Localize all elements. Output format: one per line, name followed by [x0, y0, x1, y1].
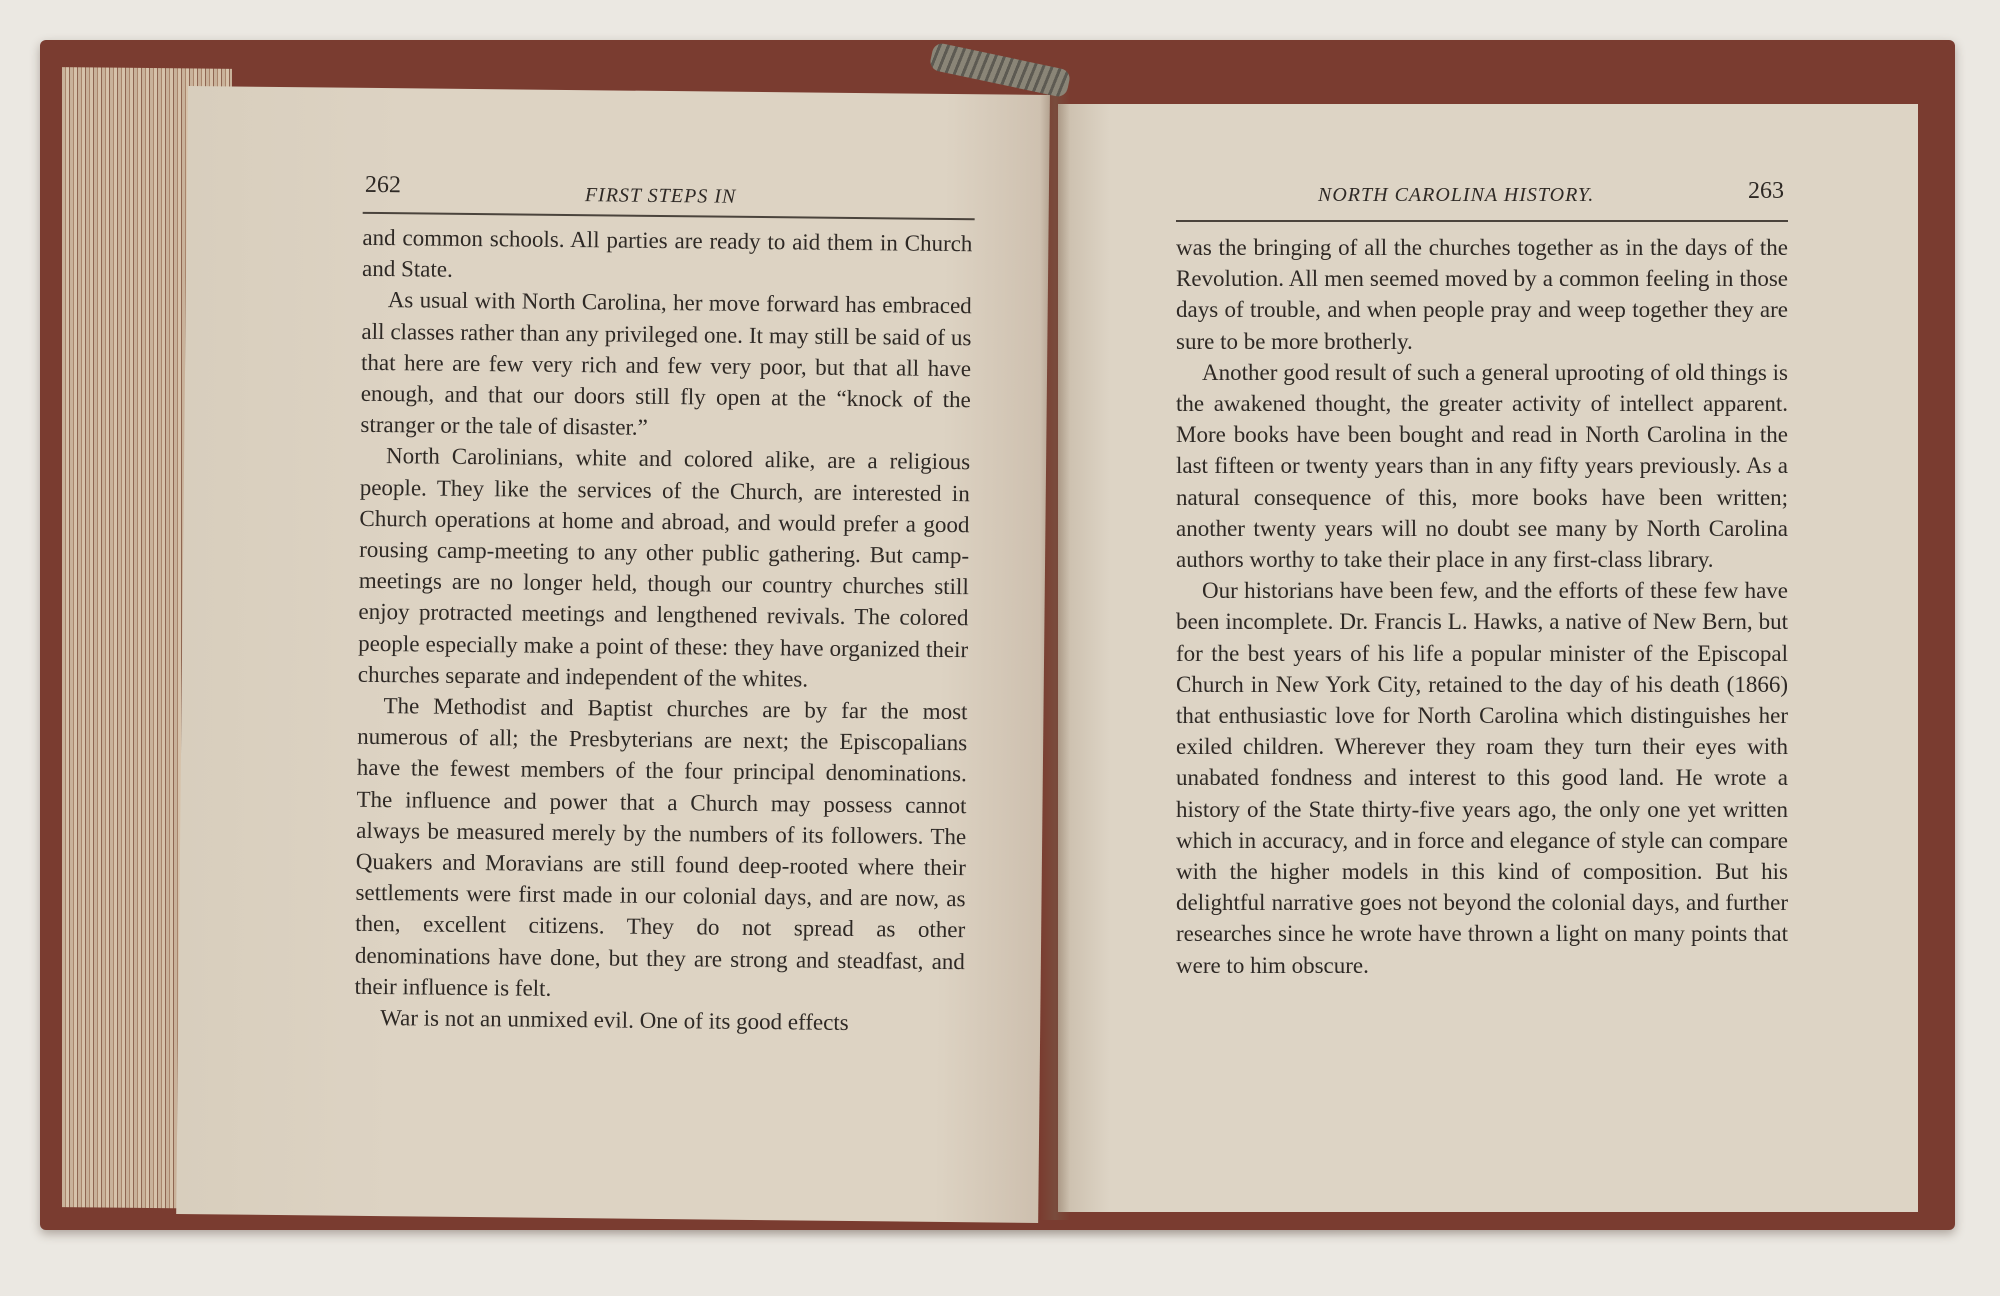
right-header-rule	[1176, 220, 1788, 222]
left-page-text	[354, 222, 972, 1040]
left-page	[176, 86, 1050, 1223]
right-paragraph-3: Our historians have been few, and the efforts of these few have been incomplete. Dr. Francis L. Hawks, a native of New Bern, but for the best years of his life a popular minister of the Episcopal Church in New York City, retained to the day of his death (1866) that enthusiastic love for North Carolina which distinguishes her exiled children. Wherever they roam they turn their eyes with unabated fondness and interest to this good land. He wrote a history of the State thirty-five years ago, the only one yet written which in accuracy, and in force and elegance of style can compare with the higher models in this kind of composition. But his delightful narrative goes not beyond the colonial days, and further researches since he wrote have thrown a light on many points that were to him obscure.	[1176, 578, 1788, 978]
left-paragraph-5: War is not an unmixed evil. One of its good effects	[380, 1005, 849, 1036]
right-running-head: NORTH CAROLINA HISTORY.	[1318, 184, 1595, 206]
left-page-number: 262	[364, 171, 402, 199]
left-paragraph-3: North Carolinians, white and colored alike, are a religious people. They like the services of the Church, are interested in Church operations at home and abroad, and would prefer a good rousing camp-meeting to any other public gathering. But camp-meetings are no longer held, though our country churches still enjoy protracted meetings and lengthened revivals. The colored people especially make a point of these: they have organized their churches separate and independent of the whites.	[357, 443, 971, 692]
left-paragraph-1: and common schools. All parties are ready to aid them in Church and State.	[361, 224, 973, 282]
right-paragraph-1: was the bringing of all the churches together as in the days of the Revolution. All men seemed moved by a common feeling in those days of trouble, and when people pray and weep together they are sure to be more brotherly.	[1176, 235, 1788, 354]
left-running-head: FIRST STEPS IN	[584, 184, 737, 208]
left-paragraph-2: As usual with North Carolina, her move forward has embraced all classes rather than any privileged one. It may still be said of us that here are few very rich and few very poor, but that all have enough, and that our doors still fly open at the “knock of the stranger or the tale of disaster.”	[360, 287, 972, 441]
right-paragraph-2: Another good result of such a general uprooting of old things is the awakened thought, the greater activity of intellect apparent. More books have been bought and read in North Carolina in the last fifteen or twenty years than in any fifty years previously. As a natural consequence of this, more books have been written; another twenty years will no doubt see many by North Carolina authors worthy to take their place in any first-class library.	[1176, 359, 1788, 573]
left-header-rule	[363, 212, 975, 220]
right-page	[1058, 104, 1918, 1212]
right-page-text	[1176, 232, 1788, 981]
right-page-number: 263	[1748, 178, 1784, 204]
left-paragraph-4: The Methodist and Baptist churches are by far the most numerous of all; the Presbyterians are next; the Episcopalians have the fewest members of the four principal denominations. The influence and power that a Church may possess cannot always be measured merely by the numbers of its followers. The Quakers and Moravians are still found deep-rooted where their settlements were first made in our colonial days, and are now, as then, excellent citizens. They do not spread as other denominations have done, but they are strong and steadfast, and their influence is felt.	[354, 693, 968, 1001]
book-gutter	[1040, 70, 1070, 1220]
